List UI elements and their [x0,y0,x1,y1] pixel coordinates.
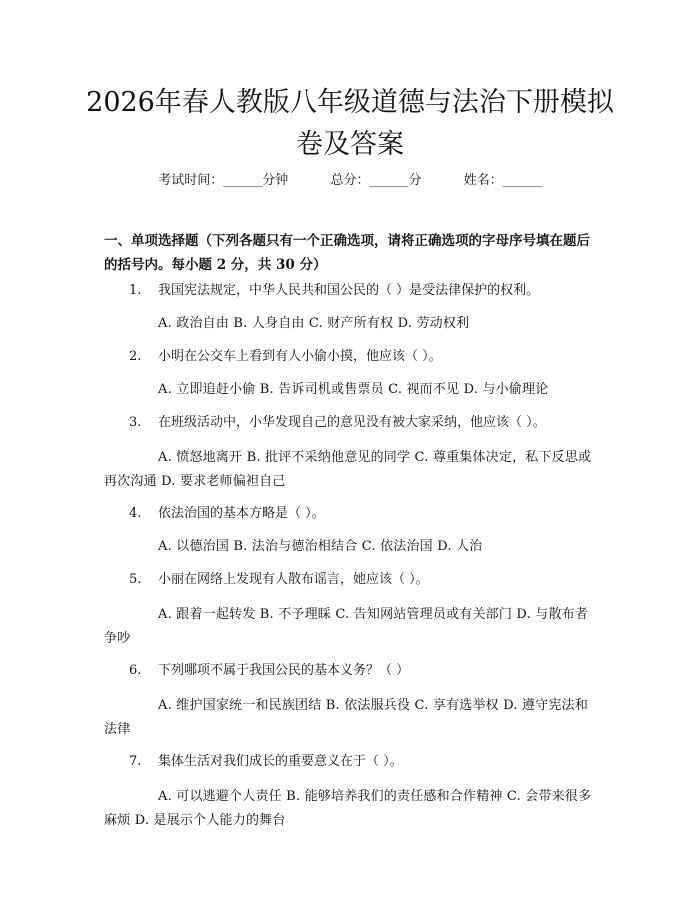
question-stem [104,347,600,367]
question-stem [104,752,600,772]
section-heading: 一、单项选择题（下列各题只有一个正确选项，请将正确选项的字母序号填在题后的括号内。每小题 2 分，共 30 分） [104,233,590,273]
question-options: A. 可以逃避个人责任 B. 能够培养我们的责任感和合作精神 C. 会带来很多麻烦 D. 是展示个人能力的舞台 [104,789,592,828]
question-options: A. 跟着一起转发 B. 不予理睬 C. 告知网站管理员或有关部门 D. 与散布者争吵 [104,607,589,646]
page-title: 2026年春人教版八年级道德与法治下册模拟卷及答案 [86,87,614,160]
exam-time-field: 考试时间：______分钟 [158,173,289,188]
question-options: A. 政治自由 B. 人身自由 C. 财产所有权 D. 劳动权利 [158,316,470,331]
question-text: 集体生活对我们成长的重要意义在于（ ）。 [158,754,403,769]
exam-meta [0,171,700,191]
question-options: A. 以德治国 B. 法治与德治相结合 C. 依法治国 D. 人治 [158,539,483,554]
question-stem [104,281,600,301]
question-options: A. 维护国家统一和民族团结 B. 依法服兵役 C. 享有选举权 D. 遵守宪法和法律 [104,698,589,737]
question-stem [104,504,600,524]
question-text: 小明在公交车上看到有人小偷小摸，他应该（ ）。 [158,349,442,364]
question-options: A. 愤怒地离开 B. 批评不采纳他意见的同学 C. 尊重集体决定，私下反思或再次沟通 D. 要求老师偏袒自己 [104,450,592,489]
question-number: 7. [129,754,142,769]
question-text: 我国宪法规定，中华人民共和国公民的（ ）是受法律保护的权利。 [158,283,540,298]
question-number: 1. [129,283,142,298]
question-text: 依法治国的基本方略是（ ）。 [158,506,325,521]
question-list [104,281,600,843]
question-number: 4. [129,506,142,521]
question-text: 下列哪项不属于我国公民的基本义务？（ ） [158,663,410,678]
question-text: 在班级活动中，小华发现自己的意见没有被大家采纳，他应该（ ）。 [158,415,546,430]
question-stem [104,413,600,433]
question-stem [104,661,600,681]
total-score-field: 总分：______分 [330,173,422,188]
question-text: 小丽在网络上发现有人散布谣言，她应该（ ）。 [158,572,429,587]
question-number: 6. [129,663,142,678]
question-number: 5. [129,572,142,587]
question-options: A. 立即追赶小偷 B. 告诉司机或售票员 C. 视而不见 D. 与小偷理论 [158,382,549,397]
question-stem [104,570,600,590]
question-number: 3. [129,415,142,430]
student-name-field: 姓名：______ [463,173,542,188]
question-number: 2. [129,349,142,364]
